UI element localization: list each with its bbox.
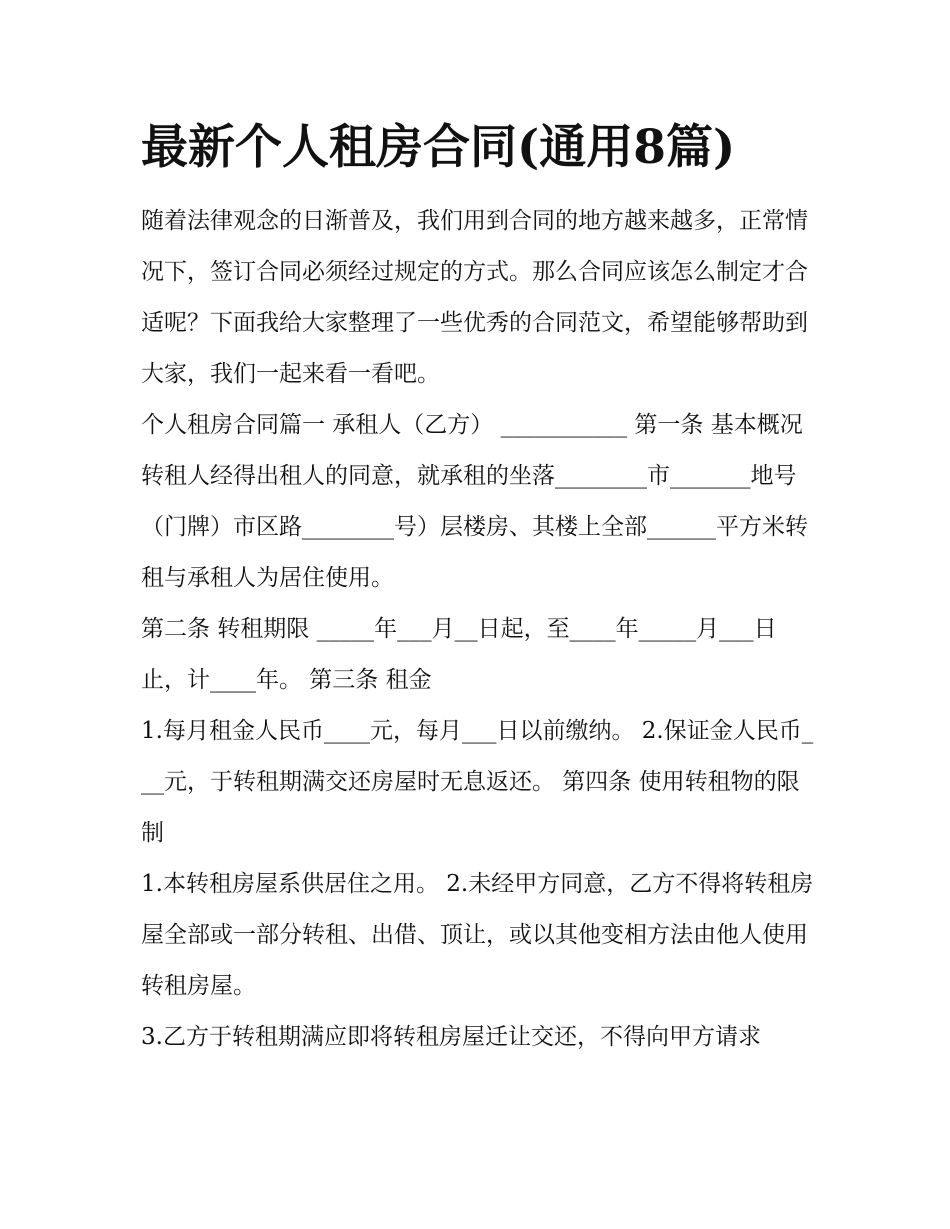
paragraph-article-one: 转租人经得出租人的同意，就承租的坐落________市_______地号（门牌）市区路________号）层楼房、其楼上全部______平方米转租与承租人为居住使用。: [141, 463, 808, 591]
document-title: 最新个人租房合同(通用8篇): [141, 120, 736, 175]
paragraph-article-four: 1.本转租房屋系供居住之用。 2.未经甲方同意，乙方不得将转租房屋全部或一部分转租、出借、顶让，或以其他变相方法由他人使用转租房屋。: [141, 871, 814, 999]
document-body: [141, 112, 816, 1063]
paragraph-article-two: 第二条 转租期限 _____年___月__日起，至____年_____月___日止，计____年。 第三条 租金: [141, 616, 777, 693]
paragraph-article-three: 1.每月租金人民币____元，每月___日以前缴纳。 2.保证金人民币___元，于转租期满交还房屋时无息返还。 第四条 使用转租物的限制: [141, 718, 814, 846]
paragraph-intro: 随着法律观念的日渐普及，我们用到合同的地方越来越多，正常情况下，签订合同必须经过规定的方式。那么合同应该怎么制定才合适呢？下面我给大家整理了一些优秀的合同范文，希望能够帮助到大家，我们一起来看一看吧。: [141, 208, 808, 387]
paragraph-article-four-item-three: 3.乙方于转租期满应即将转租房屋迁让交还，不得向甲方请求: [141, 1024, 761, 1050]
paragraph-contract-one-header: 个人租房合同篇一 承租人（乙方） ___________ 第一条 基本概况: [141, 412, 803, 438]
